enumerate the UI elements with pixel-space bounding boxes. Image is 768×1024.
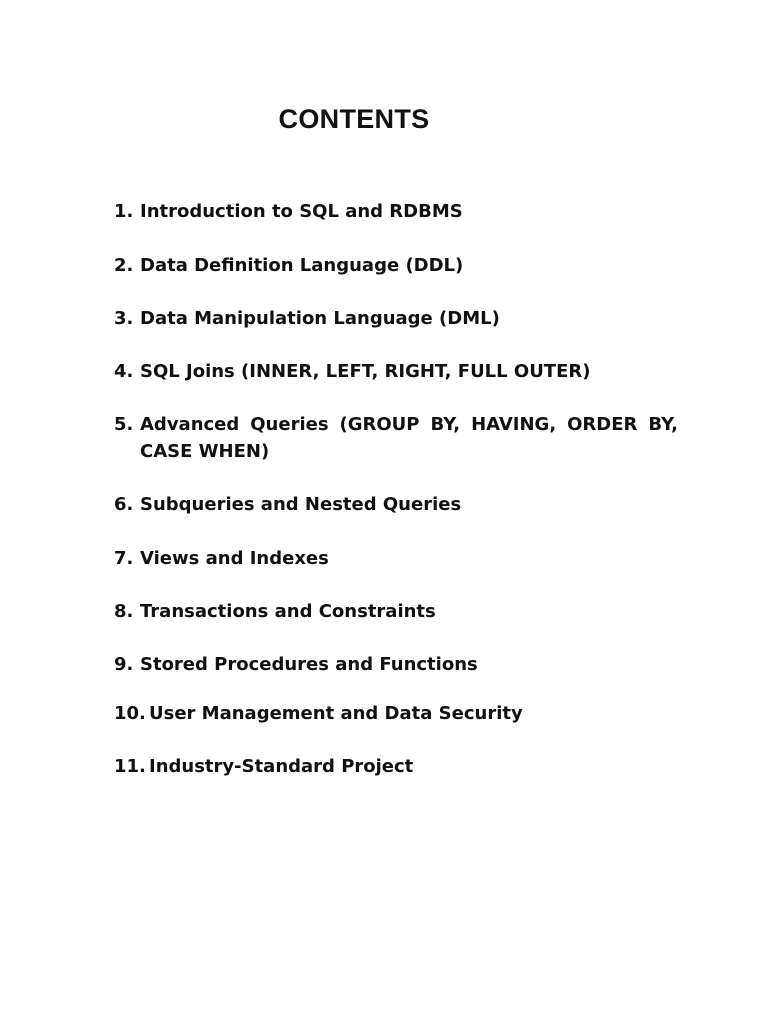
toc-item-number: 2. bbox=[114, 255, 134, 276]
toc-item bbox=[114, 411, 678, 465]
toc-item-number: 3. bbox=[114, 308, 134, 329]
toc-item-number: 9. bbox=[114, 654, 134, 675]
toc-item bbox=[114, 753, 678, 780]
toc-item-number: 5. bbox=[114, 414, 134, 435]
toc-item-text: Transactions and Constraints bbox=[140, 601, 436, 622]
toc-item bbox=[114, 305, 678, 332]
page-title: CONTENTS bbox=[278, 104, 430, 134]
toc-item-number: 11. bbox=[114, 756, 146, 777]
toc-item bbox=[114, 598, 678, 625]
toc-item-text: Data Definition Language (DDL) bbox=[140, 255, 464, 276]
toc-item bbox=[114, 252, 678, 279]
toc-item-number: 6. bbox=[114, 494, 134, 515]
toc-item-text: Data Manipulation Language (DML) bbox=[140, 308, 500, 329]
toc-item-text: Advanced Queries (GROUP BY, HAVING, ORDER BY, CASE WHEN) bbox=[140, 414, 678, 462]
toc-item-text: Industry-Standard Project bbox=[149, 756, 414, 777]
toc-item-text: SQL Joins (INNER, LEFT, RIGHT, FULL OUTER) bbox=[140, 361, 591, 382]
toc-item bbox=[114, 651, 678, 678]
toc-item bbox=[114, 358, 678, 385]
toc-item bbox=[114, 700, 678, 727]
toc-item bbox=[114, 491, 678, 518]
toc-item-text: Introduction to SQL and RDBMS bbox=[140, 201, 463, 222]
toc-item-number: 4. bbox=[114, 361, 134, 382]
toc-item-text: Subqueries and Nested Queries bbox=[140, 494, 462, 515]
toc-item-number: 8. bbox=[114, 601, 134, 622]
toc-item-text: Views and Indexes bbox=[140, 548, 329, 569]
toc-item bbox=[114, 198, 678, 225]
toc-item-number: 10. bbox=[114, 703, 146, 724]
toc-item-text: Stored Procedures and Functions bbox=[140, 654, 478, 675]
toc-item-number: 7. bbox=[114, 548, 134, 569]
toc-item-text: User Management and Data Security bbox=[149, 703, 523, 724]
toc-item bbox=[114, 545, 678, 572]
toc-item-number: 1. bbox=[114, 201, 134, 222]
